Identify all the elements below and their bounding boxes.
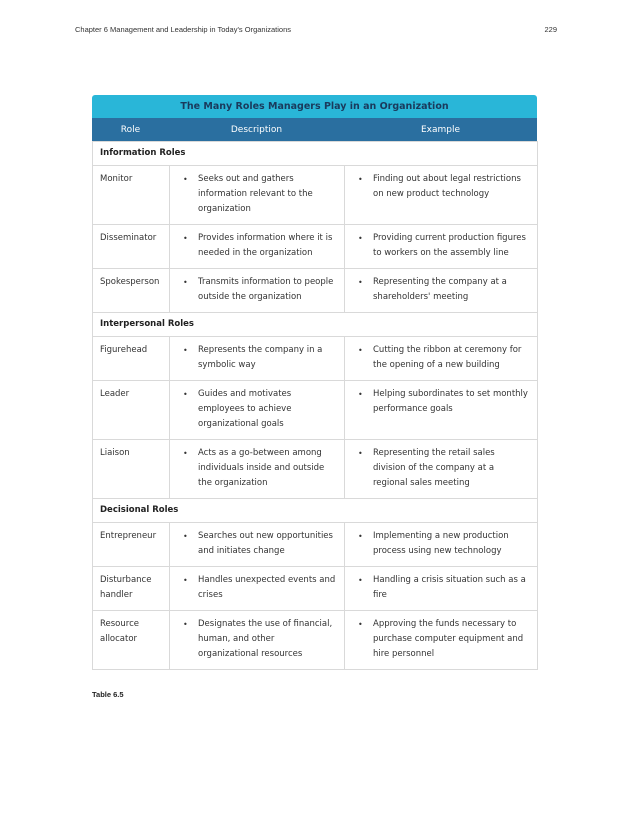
bullet-item [183, 231, 336, 261]
bullet-icon: • [183, 576, 188, 585]
bullet-item [183, 275, 336, 305]
description-cell [170, 337, 345, 381]
column-header-example: Example [420, 124, 461, 135]
bullet-item [183, 446, 336, 491]
column-header-role: Role [120, 124, 141, 135]
table-body [92, 141, 538, 670]
example-text: Helping subordinates to set monthly performance goals [373, 389, 528, 414]
table-row [93, 523, 538, 567]
section-row [93, 499, 538, 523]
page-number: 229 [544, 25, 557, 34]
bullet-item [183, 172, 336, 217]
table-caption: Table 6.5 [92, 690, 124, 699]
bullet-icon: • [358, 390, 363, 399]
example-cell [345, 567, 538, 611]
example-cell [345, 523, 538, 567]
example-text: Providing current production figures to workers on the assembly line [373, 233, 526, 258]
example-text: Approving the funds necessary to purchase computer equipment and hire personnel [373, 619, 524, 659]
description-text: Handles unexpected events and crises [198, 575, 336, 600]
example-text: Finding out about legal restrictions on new product technology [373, 174, 521, 199]
example-cell [345, 166, 538, 225]
running-header [75, 25, 557, 34]
bullet-item [358, 275, 529, 305]
chapter-title: Chapter 6 Management and Leadership in Today's Organizations [75, 25, 292, 34]
description-cell [170, 611, 345, 670]
example-cell [345, 337, 538, 381]
example-text: Handling a crisis situation such as a fire [373, 575, 526, 600]
bullet-icon: • [183, 532, 188, 541]
bullet-icon: • [358, 278, 363, 287]
bullet-icon: • [183, 390, 188, 399]
bullet-item [183, 529, 336, 559]
description-text: Designates the use of financial, human, and other organizational resources [198, 619, 333, 659]
bullet-icon: • [183, 449, 188, 458]
role-cell: Disseminator [93, 225, 170, 269]
bullet-item [358, 617, 529, 662]
section-row [93, 142, 538, 166]
description-text: Transmits information to people outside the organization [198, 277, 334, 302]
bullet-icon: • [183, 346, 188, 355]
bullet-icon: • [183, 175, 188, 184]
example-text: Implementing a new production process using new technology [373, 531, 509, 556]
role-cell: Figurehead [93, 337, 170, 381]
description-text: Acts as a go-between among individuals inside and outside the organization [198, 448, 325, 488]
role-cell: Leader [93, 381, 170, 440]
section-heading: Interpersonal Roles [93, 313, 538, 337]
example-cell [345, 611, 538, 670]
bullet-icon: • [358, 175, 363, 184]
example-cell [345, 269, 538, 313]
example-text: Representing the company at a shareholders' meeting [373, 277, 507, 302]
table-header-row [92, 118, 537, 141]
description-text: Represents the company in a symbolic way [198, 345, 323, 370]
table-row [93, 166, 538, 225]
bullet-icon: • [358, 346, 363, 355]
bullet-item [358, 231, 529, 261]
bullet-icon: • [358, 234, 363, 243]
bullet-item [358, 446, 529, 491]
description-cell [170, 225, 345, 269]
role-cell: Monitor [93, 166, 170, 225]
section-heading: Decisional Roles [93, 499, 538, 523]
bullet-icon: • [183, 278, 188, 287]
role-cell: Disturbance handler [93, 567, 170, 611]
description-text: Searches out new opportunities and initiates change [198, 531, 333, 556]
bullet-item [358, 387, 529, 417]
example-text: Representing the retail sales division of the company at a regional sales meeting [373, 448, 495, 488]
bullet-item [183, 387, 336, 432]
role-cell: Spokesperson [93, 269, 170, 313]
bullet-icon: • [358, 620, 363, 629]
description-cell [170, 166, 345, 225]
description-cell [170, 567, 345, 611]
bullet-item [183, 573, 336, 603]
bullet-icon: • [183, 234, 188, 243]
table-row [93, 567, 538, 611]
example-cell [345, 440, 538, 499]
bullet-item [358, 529, 529, 559]
bullet-item [358, 172, 529, 202]
description-text: Guides and motivates employees to achieve organizational goals [198, 389, 292, 429]
description-cell [170, 269, 345, 313]
description-text: Seeks out and gathers information relevant to the organization [198, 174, 313, 214]
description-cell [170, 440, 345, 499]
column-header-description: Description [230, 124, 283, 135]
bullet-item [183, 343, 336, 373]
bullet-item [358, 573, 529, 603]
role-cell: Liaison [93, 440, 170, 499]
bullet-item [183, 617, 336, 662]
role-cell: Entrepreneur [93, 523, 170, 567]
section-heading: Information Roles [93, 142, 538, 166]
example-text: Cutting the ribbon at ceremony for the opening of a new building [373, 345, 522, 370]
table-row [93, 269, 538, 313]
bullet-icon: • [183, 620, 188, 629]
table-row [93, 381, 538, 440]
bullet-icon: • [358, 532, 363, 541]
table-title: The Many Roles Managers Play in an Organization [92, 95, 537, 118]
bullet-item [358, 343, 529, 373]
role-cell: Resource allocator [93, 611, 170, 670]
example-cell [345, 225, 538, 269]
table-row [93, 225, 538, 269]
roles-table [92, 95, 537, 670]
table-row [93, 440, 538, 499]
table-row [93, 611, 538, 670]
description-text: Provides information where it is needed in the organization [198, 233, 333, 258]
description-cell [170, 381, 345, 440]
table-row [93, 337, 538, 381]
bullet-icon: • [358, 449, 363, 458]
example-cell [345, 381, 538, 440]
description-cell [170, 523, 345, 567]
bullet-icon: • [358, 576, 363, 585]
section-row [93, 313, 538, 337]
